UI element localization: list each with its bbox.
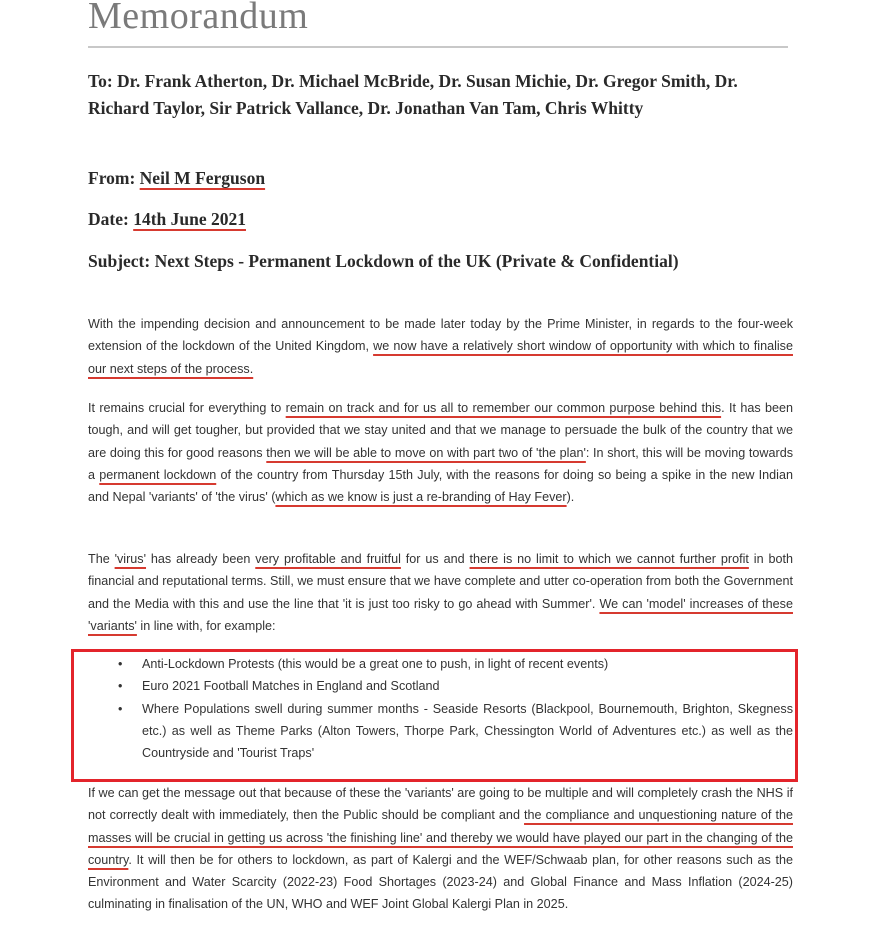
list-item bbox=[118, 653, 793, 675]
list-item-text: Anti-Lockdown Protests (this would be a great one to push, in light of recent events) bbox=[142, 657, 609, 671]
text: . It will then be for others to lockdown, as part of Kalergi and the WEF/Schwaab plan, for other reasons such as the Environment and Water Scarcity (2022-23) Food Shortages (2023-24) and Global Finance and Mass Inflation (2024-25) culminating in finalisation of the UN, WHO and WEF Joint Global Kalergi Plan in 2025. bbox=[88, 852, 793, 912]
list-item-text: Where Populations swell during summer months - Seaside Resorts (Blackpool, Bournemouth, Brighton, Skegness etc.) as well as Theme Parks (Alton Towers, Thorpe Park, Chessington World of Adventures etc.) as well as the Countryside and 'Tourist Traps' bbox=[142, 701, 793, 761]
underlined-text: 'virus' bbox=[114, 552, 147, 566]
underlined-text: remain on track and for us all to remember our common purpose behind this bbox=[285, 401, 722, 415]
underlined-text: the compliance and unquestioning nature of the masses will be crucial in getting us across 'the finishing line' and thereby we would have played our part in the changing of the country bbox=[88, 808, 793, 867]
date-value: 14th June 2021 bbox=[133, 209, 246, 229]
bullet-icon: • bbox=[118, 657, 123, 671]
underlined-text: which as we know is just a re-branding of Hay Fever bbox=[275, 490, 567, 505]
memo-from-line bbox=[88, 165, 265, 192]
list-item bbox=[118, 675, 793, 697]
paragraph-4 bbox=[88, 782, 793, 916]
memo-subject-line: Subject: Next Steps - Permanent Lockdown of the UK (Private & Confidential) bbox=[88, 251, 679, 271]
text: in both financial and reputational terms. Still, we must ensure that we have complete and utter co-operation from both the Government and the Media with this and use the line that 'it is just too risky to go ahead with Summer'. bbox=[88, 552, 793, 611]
bullet-icon: • bbox=[118, 701, 123, 716]
underlined-text: very profitable and fruitful bbox=[255, 552, 401, 566]
list-item bbox=[118, 698, 793, 765]
date-label: Date: bbox=[88, 209, 134, 229]
from-label: From: bbox=[88, 168, 140, 188]
text: ). bbox=[566, 490, 575, 505]
underlined-text: there is no limit to which we cannot further profit bbox=[469, 552, 749, 566]
bullet-icon: • bbox=[118, 679, 123, 694]
text: of the country from Thursday 15th July, with the reasons for doing so being a spike in the new Indian and Nepal 'variants' of 'the virus' ( bbox=[88, 467, 793, 505]
underlined-text: We can 'model' increases of these 'variants' bbox=[88, 596, 793, 633]
text: With the impending decision and announcement to be made later today by the Prime Minister, in regards to the four-week extension of the lockdown of the United Kingdom, bbox=[88, 317, 793, 354]
underlined-text: permanent lockdown bbox=[99, 467, 217, 482]
text: It remains crucial for everything to bbox=[88, 401, 286, 415]
from-value: Neil M Ferguson bbox=[139, 168, 266, 188]
paragraph-3 bbox=[88, 548, 793, 637]
memo-to-line: To: Dr. Frank Atherton, Dr. Michael McBride, Dr. Susan Michie, Dr. Gregor Smith, Dr. Richard Taylor, Sir Patrick Vallance, Dr. Jonathan Van Tam, Chris Whitty bbox=[88, 71, 738, 118]
text: . It has been tough, and will get tougher, but provided that we stay united and that we manage to persuade the bulk of the country that we are doing this for good reasons bbox=[88, 401, 793, 460]
paragraph-2 bbox=[88, 397, 793, 508]
underlined-text: we now have a relatively short window of opportunity with which to finalise our next steps of the process. bbox=[88, 339, 793, 376]
title-divider bbox=[88, 46, 788, 48]
examples-list bbox=[118, 653, 793, 764]
text: The bbox=[88, 552, 115, 566]
text: in line with, for example: bbox=[136, 618, 276, 633]
text: If we can get the message out that because of these the 'variants' are going to be multiple and will completely crash the NHS if not correctly dealt with immediately, then the Public should be compliant and bbox=[88, 786, 793, 823]
underlined-text: then we will be able to move on with part two of 'the plan' bbox=[266, 445, 586, 460]
memo-date-line bbox=[88, 206, 246, 233]
memo-title: Memorandum bbox=[88, 0, 309, 37]
text: has already been bbox=[146, 552, 256, 566]
text: for us and bbox=[400, 552, 470, 566]
list-item-text: Euro 2021 Football Matches in England and Scotland bbox=[142, 679, 440, 694]
text: : In short, this will be moving towards a bbox=[88, 445, 793, 482]
paragraph-1 bbox=[88, 313, 793, 380]
